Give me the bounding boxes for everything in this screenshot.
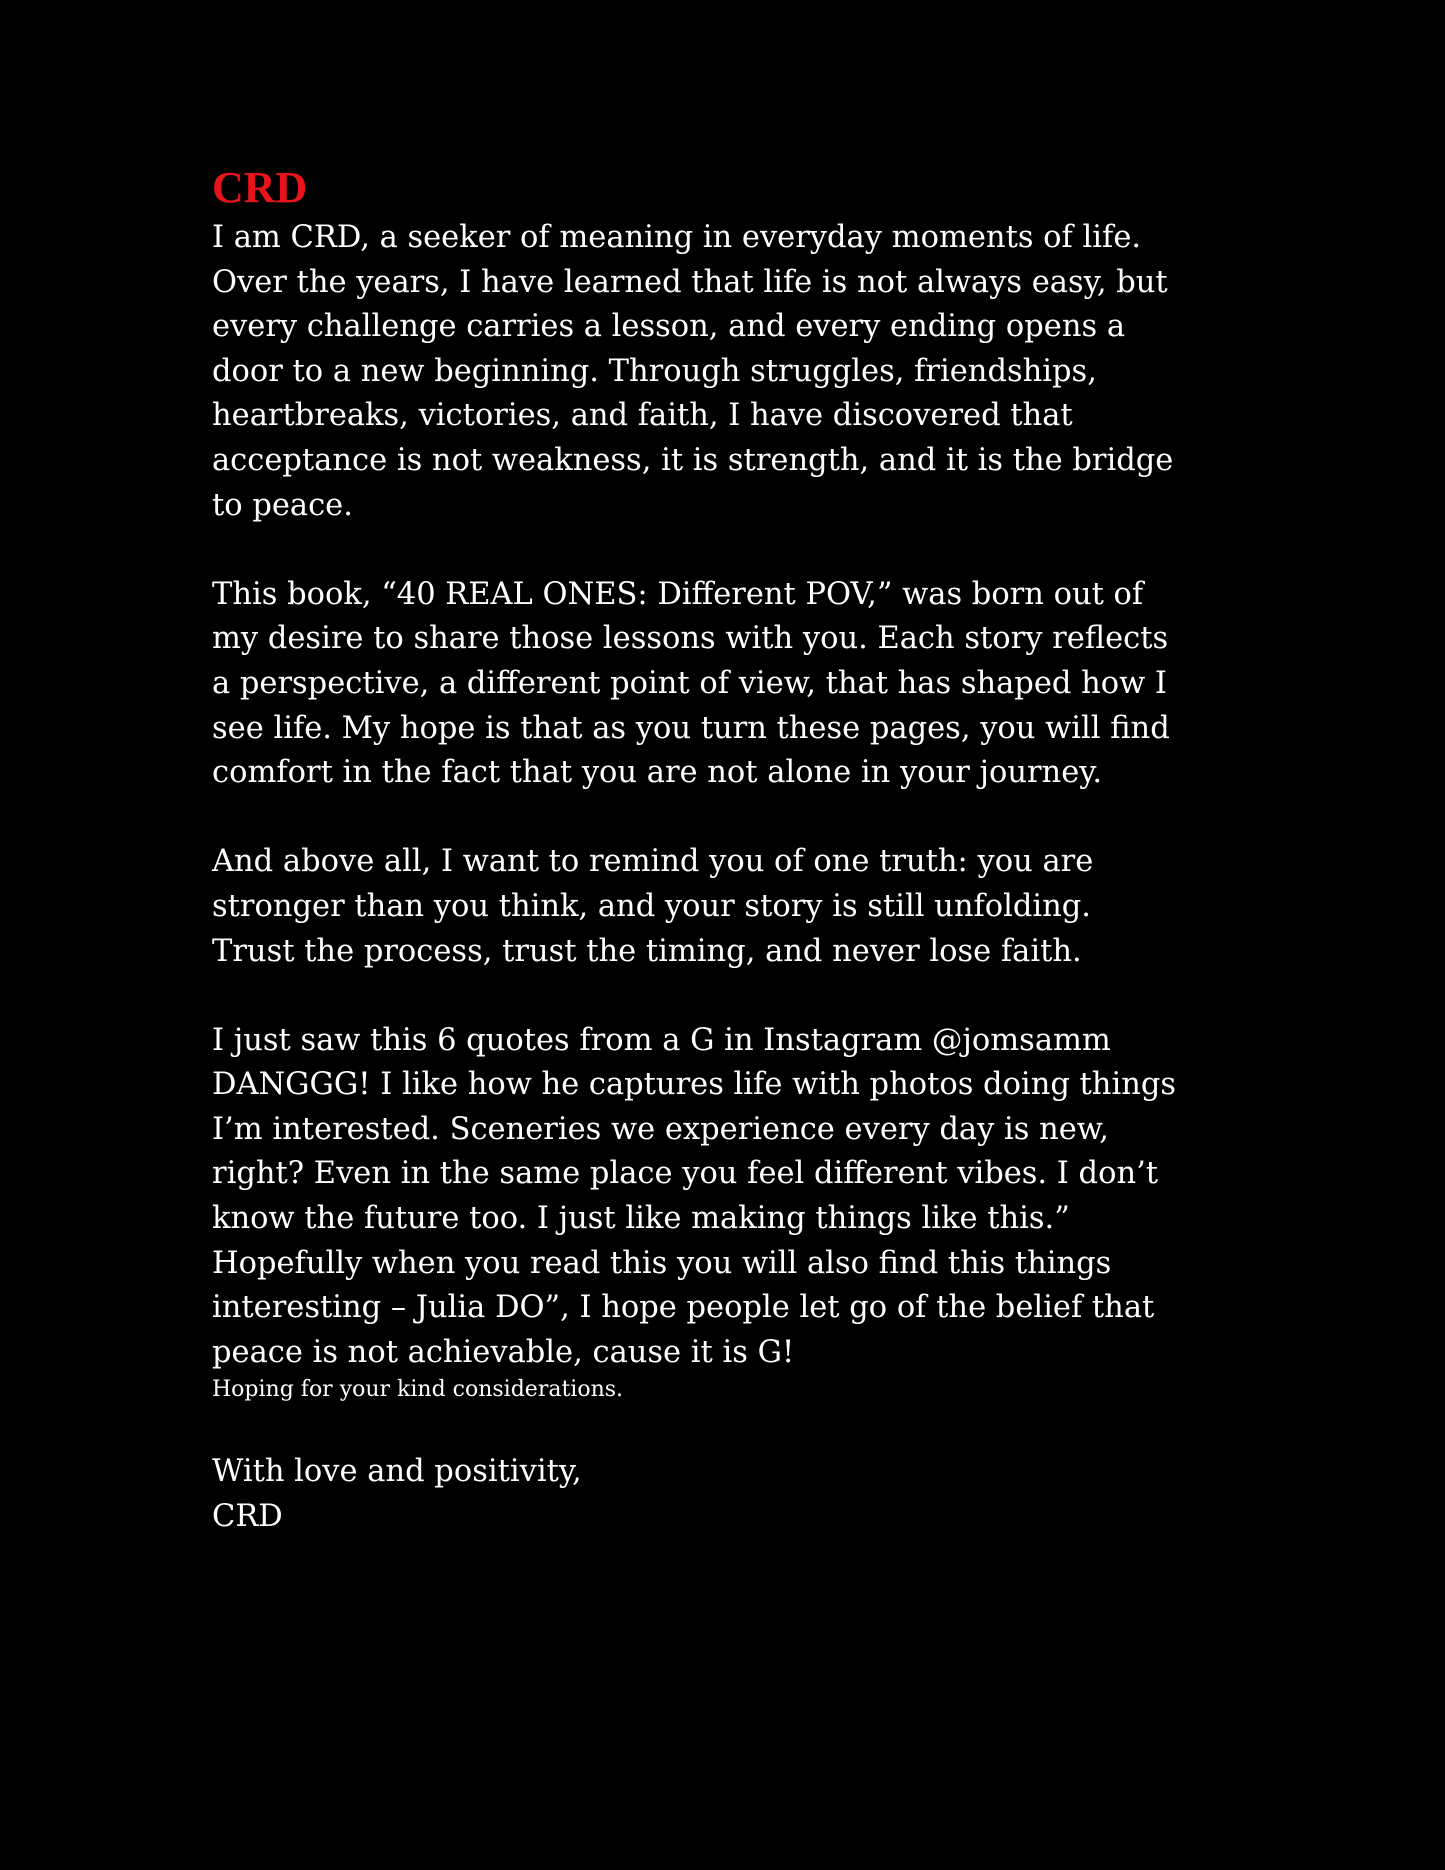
page-title: CRD bbox=[212, 163, 308, 212]
paragraph-intro: I am CRD, a seeker of meaning in everyday moments of life. Over the years, I have learned that life is not always easy, but every challenge carries a lesson, and every ending opens a door to a new beginning. Through struggles, friendships, heartbreaks, victories, and faith, I have discovered that acceptance is not weakness, it is strength, and it is the bridge to peace. bbox=[212, 220, 1174, 523]
signature: CRD bbox=[212, 1498, 283, 1534]
paragraph-spacer bbox=[212, 974, 1242, 1019]
paragraph-spacer bbox=[212, 528, 1242, 573]
closing-line: With love and positivity, bbox=[212, 1454, 582, 1490]
paragraph-quotes: I just saw this 6 quotes from a G in Instagram @jomsamm DANGGG! I like how he captures life with photos doing things I’m interested. Sceneries we experience every day is new, right? Even in the same place you feel different vibes. I don’t know the future too. I just like making things like this.” Hopefully when you read this you will also find this things interesting – Julia DO”, I hope people let go of the belief that peace is not achievable, cause it is G! bbox=[212, 1022, 1177, 1370]
paragraph-spacer bbox=[212, 796, 1242, 841]
paragraph-spacer bbox=[212, 1405, 1242, 1450]
small-note: Hoping for your kind considerations. bbox=[212, 1377, 624, 1403]
paragraph-truth: And above all, I want to remind you of one truth: you are stronger than you think, and your story is still unfolding. Trust the process, trust the timing, and never lose faith. bbox=[212, 844, 1094, 969]
paragraph-book: This book, “40 REAL ONES: Different POV,” was born out of my desire to share those lessons with you. Each story reflects a perspective, a different point of view, that has shaped how I see life. My hope is that as you turn these pages, you will find comfort in the fact that you are not alone in your journey. bbox=[212, 576, 1170, 791]
letter-content bbox=[212, 163, 1242, 1539]
